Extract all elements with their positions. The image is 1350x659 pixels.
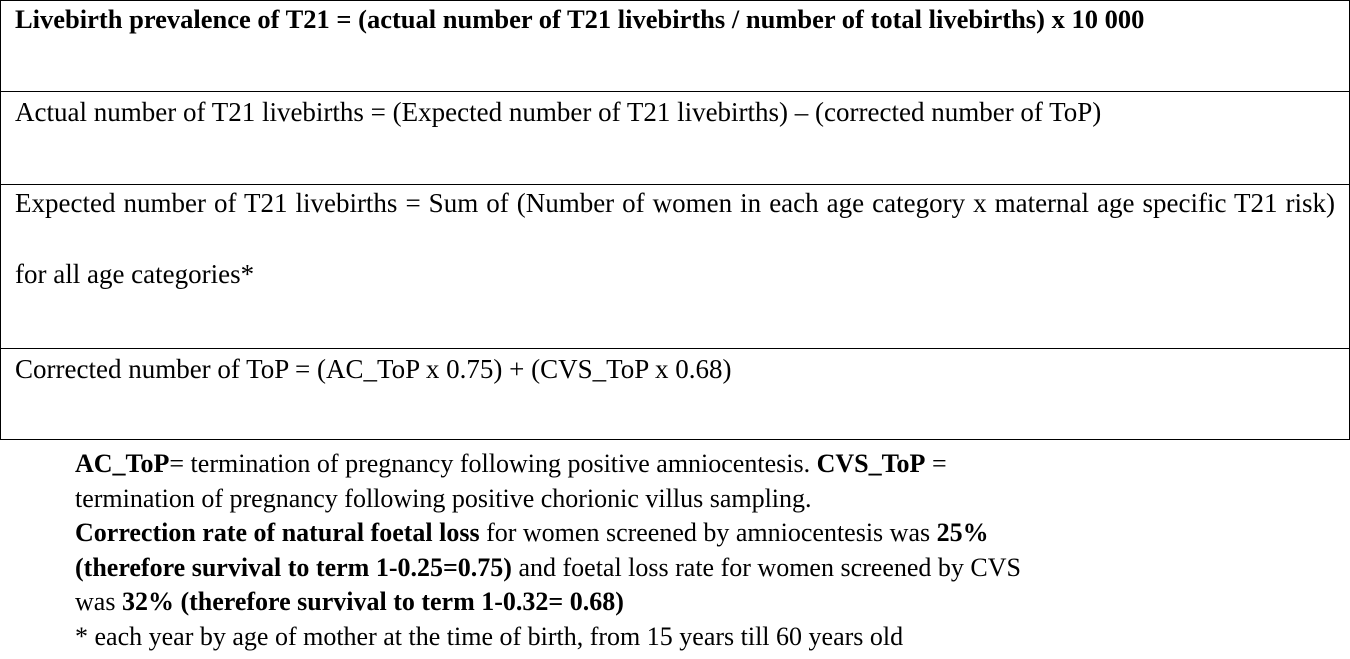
table-notes: [75, 447, 1275, 654]
cvs-loss-rate-text: and foetal loss rate for women screened by CVS: [511, 552, 1021, 582]
cvs-top-definition-start: =: [925, 449, 947, 478]
expected-livebirths-formula: Expected number of T21 livebirths = Sum of (Number of women in each age category x maternal age specific T21 risk) for all age categories*: [15, 188, 1335, 289]
actual-livebirths-formula: Actual number of T21 livebirths = (Expected number of T21 livebirths) – (corrected number of ToP): [15, 97, 1102, 127]
was-text: was: [75, 587, 122, 616]
amniocentesis-survival: (therefore survival to term 1-0.25=0.75): [75, 552, 512, 582]
cvs-top-term: CVS_ToP: [816, 449, 926, 478]
note-line: [75, 482, 1275, 517]
table-row: [1, 185, 1350, 349]
cvs-top-definition-end: termination of pregnancy following positive chorionic villus sampling.: [75, 483, 812, 513]
ac-top-definition: = termination of pregnancy following positive amniocentesis.: [169, 449, 817, 478]
note-line: [75, 447, 1275, 482]
table-row: [1, 349, 1350, 440]
note-line: [75, 551, 1275, 586]
table-cell: [1, 349, 1350, 440]
amniocentesis-loss-rate: 25%: [936, 518, 989, 547]
livebirth-prevalence-formula: Livebirth prevalence of T21 = (actual number of T21 livebirths / number of total livebirths) x 10 000: [15, 4, 1145, 34]
table-row: [1, 1, 1350, 92]
correction-rate-term: Correction rate of natural foetal loss: [75, 518, 480, 547]
corrected-top-formula: Corrected number of ToP = (AC_ToP x 0.75) + (CVS_ToP x 0.68): [15, 354, 732, 384]
table-cell: [1, 1, 1350, 92]
ac-top-term: AC_ToP: [75, 449, 170, 478]
table-cell: [1, 185, 1350, 349]
note-line: [75, 516, 1275, 551]
age-footnote: * each year by age of mother at the time of birth, from 15 years till 60 years old: [75, 621, 904, 651]
note-line: [75, 585, 1275, 620]
cvs-loss-rate-and-survival: 32% (therefore survival to term 1-0.32= 0.68): [121, 587, 624, 616]
correction-rate-text: for women screened by amniocentesis was: [479, 518, 937, 547]
